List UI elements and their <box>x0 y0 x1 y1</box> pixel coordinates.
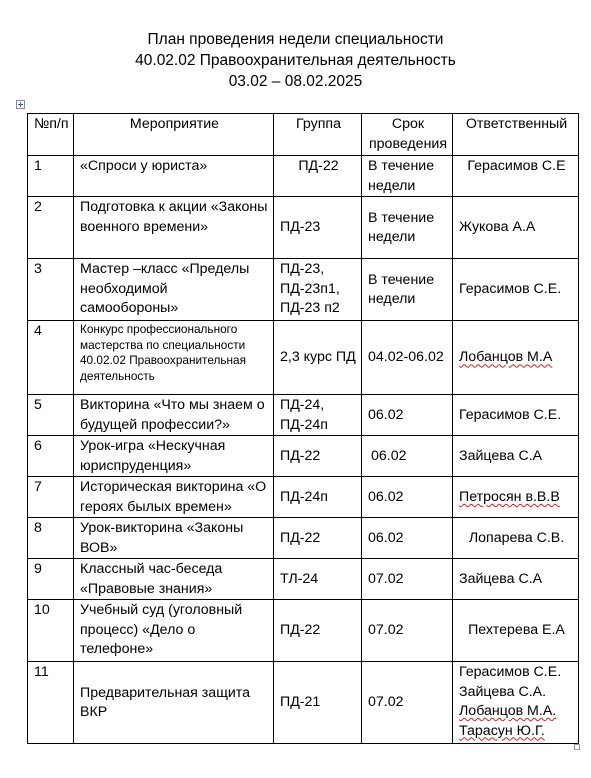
row-date: В течение недели <box>362 156 453 197</box>
column-header-date: Срок проведения <box>362 114 453 156</box>
row-date: 06.02 <box>362 395 453 436</box>
responsible-person: Герасимов С.Е. <box>459 664 562 680</box>
responsible-person: Зайцева С.А. <box>459 683 547 700</box>
row-number: 8 <box>28 518 74 559</box>
responsible-person: Тарасун Ю.Г. <box>459 722 545 739</box>
row-group: ПД-22 <box>274 436 362 477</box>
responsible-person: Лобанцов М.А <box>459 349 553 366</box>
row-responsible <box>453 518 579 559</box>
row-number: 11 <box>28 662 74 744</box>
row-date: 07.02 <box>362 559 453 600</box>
row-date: В течение недели <box>362 259 453 321</box>
row-date: 07.02 <box>362 662 453 744</box>
table-row <box>28 395 579 436</box>
row-responsible <box>453 321 579 395</box>
responsible-person: Герасимов С.Е <box>467 158 566 174</box>
row-date: В течение недели <box>362 197 453 259</box>
responsible-person: Петросян в.В.В <box>459 488 560 505</box>
column-header-number: №п/п <box>28 114 74 156</box>
table-row <box>28 477 579 518</box>
row-event: Мастер –класс «Пределы необходимой самообороны» <box>74 259 274 321</box>
row-group: ТЛ-24 <box>274 559 362 600</box>
column-header-event: Мероприятие <box>74 114 274 156</box>
column-header-group: Группа <box>274 114 362 156</box>
responsible-person: Жукова А.А <box>459 219 536 236</box>
table-row <box>28 518 579 559</box>
row-responsible <box>453 259 579 321</box>
row-group: ПД-24п <box>274 477 362 518</box>
row-responsible <box>453 436 579 477</box>
row-event: Подготовка к акции «Законы военного времени» <box>74 197 274 259</box>
row-event: Классный час-беседа «Правовые знания» <box>74 559 274 600</box>
row-number: 1 <box>28 156 74 197</box>
document-specialty: 40.02.02 Правоохранительная деятельность <box>135 52 456 69</box>
table-row <box>28 559 579 600</box>
document-title: План проведения недели специальности <box>147 31 444 48</box>
row-date: 06.02 <box>362 477 453 518</box>
column-header-responsible: Ответственный <box>453 114 579 156</box>
row-event: Викторина «Что мы знаем о будущей профессии?» <box>74 395 274 436</box>
row-event: Конкурс профессионального мастерства по специальности 40.02.02 Правоохранительная деятельность <box>74 321 274 395</box>
row-group: ПД-22 <box>274 518 362 559</box>
end-of-row-mark-icon <box>574 744 580 750</box>
row-responsible <box>453 559 579 600</box>
row-responsible <box>453 197 579 259</box>
table-row <box>28 662 579 744</box>
row-event: Урок-викторина «Законы ВОВ» <box>74 518 274 559</box>
row-responsible <box>453 156 579 197</box>
row-event: Предварительная защита ВКР <box>74 662 274 744</box>
row-number: 2 <box>28 197 74 259</box>
row-date: 04.02-06.02 <box>362 321 453 395</box>
row-group: 2,3 курс ПД <box>274 321 362 395</box>
row-event: Учебный суд (уголовный процесс) «Дело о телефоне» <box>74 600 274 662</box>
row-event: «Спроси у юриста» <box>74 156 274 197</box>
table-row <box>28 197 579 259</box>
row-group: ПД-24, ПД-24п <box>274 395 362 436</box>
row-number: 3 <box>28 259 74 321</box>
table-row <box>28 321 579 395</box>
table-row <box>28 259 579 321</box>
row-group: ПД-23, ПД-23п1, ПД-23 п2 <box>274 259 362 321</box>
row-group: ПД-23 <box>274 197 362 259</box>
table-row <box>28 156 579 197</box>
responsible-person: Лобанцов М.А. <box>459 703 557 719</box>
table-row <box>28 600 579 662</box>
responsible-person: Герасимов С.Е. <box>459 406 562 423</box>
row-event: Урок-игра «Нескучная юриспруденция» <box>74 436 274 477</box>
responsible-person: Зайцева С.А <box>459 570 543 587</box>
responsible-person: Зайцева С.А <box>459 447 543 464</box>
row-number: 7 <box>28 477 74 518</box>
document-header <box>0 29 591 92</box>
document-dates: 03.02 – 08.02.2025 <box>228 73 363 90</box>
row-responsible <box>453 477 579 518</box>
row-number: 9 <box>28 559 74 600</box>
events-table <box>27 113 579 744</box>
row-date: 06.02 <box>362 436 453 477</box>
row-number: 5 <box>28 395 74 436</box>
row-group: ПД-22 <box>274 600 362 662</box>
row-responsible <box>453 600 579 662</box>
table-row <box>28 436 579 477</box>
row-date: 07.02 <box>362 600 453 662</box>
row-event: Историческая викторина «О героях былых времен» <box>74 477 274 518</box>
table-move-handle-icon[interactable] <box>16 100 25 109</box>
responsible-person: Лопарева С.В. <box>468 529 565 546</box>
row-date: 06.02 <box>362 518 453 559</box>
row-responsible <box>453 395 579 436</box>
table-header-row <box>28 114 579 156</box>
row-group: ПД-22 <box>274 156 362 197</box>
row-group: ПД-21 <box>274 662 362 744</box>
row-number: 6 <box>28 436 74 477</box>
row-responsible <box>453 662 579 744</box>
row-number: 10 <box>28 600 74 662</box>
row-number: 4 <box>28 321 74 395</box>
responsible-person: Герасимов С.Е. <box>459 281 562 298</box>
responsible-person: Пехтерева Е.А <box>468 622 565 639</box>
